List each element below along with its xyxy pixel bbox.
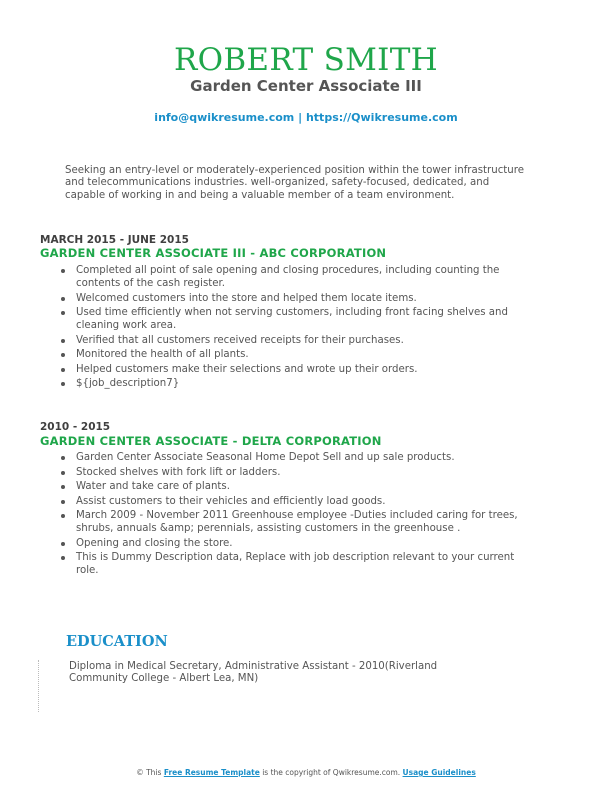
bullet-icon [61, 500, 65, 504]
list-item: Helped customers make their selections and wrote up their orders. [58, 363, 528, 376]
copyright-footer [0, 768, 612, 777]
contact-separator: | [294, 111, 306, 124]
job-2-bullets [58, 451, 528, 579]
contact-line [0, 111, 612, 124]
bullet-icon [61, 353, 65, 357]
free-resume-template-link[interactable]: Free Resume Template [163, 768, 260, 777]
candidate-name: ROBERT SMITH [173, 42, 439, 78]
email-link[interactable]: info@qwikresume.com [154, 111, 295, 124]
list-item: Opening and closing the store. [58, 537, 528, 550]
list-item: Water and take care of plants. [58, 480, 528, 493]
candidate-title: Garden Center Associate III [190, 77, 422, 95]
usage-guidelines-link[interactable]: Usage Guidelines [402, 768, 476, 777]
bullet-icon [61, 368, 65, 372]
bullet-icon [61, 382, 65, 386]
list-item: Stocked shelves with fork lift or ladders. [58, 466, 528, 479]
bullet-icon [61, 514, 65, 518]
bullet-icon [61, 297, 65, 301]
job-1-dates: MARCH 2015 - JUNE 2015 [40, 234, 189, 246]
job-1-bullets [58, 264, 528, 392]
list-item: Verified that all customers received receipts for their purchases. [58, 334, 528, 347]
education-entry: Diploma in Medical Secretary, Administrative Assistant - 2010(Riverland Community College - Albert Lea, MN) [69, 661, 438, 685]
education-heading: EDUCATION [66, 633, 168, 650]
bullet-icon [61, 339, 65, 343]
bullet-icon [61, 556, 65, 560]
footer-middle: is the copyright of Qwikresume.com. [259, 768, 403, 777]
list-item: This is Dummy Description data, Replace with job description relevant to your current role. [58, 551, 528, 577]
bullet-icon [61, 471, 65, 475]
list-item: Garden Center Associate Seasonal Home Depot Sell and up sale products. [58, 451, 528, 464]
list-item: Monitored the health of all plants. [58, 348, 528, 361]
footer-prefix: © This [136, 768, 164, 777]
bullet-icon [61, 542, 65, 546]
list-item: Used time efficiently when not serving customers, including front facing shelves and cleaning work area. [58, 306, 528, 332]
list-item: March 2009 - November 2011 Greenhouse employee -Duties included caring for trees, shrubs, annuals &amp; perennials, assisting customers in the greenhouse . [58, 509, 528, 535]
job-2-title: GARDEN CENTER ASSOCIATE - DELTA CORPORATION [40, 434, 382, 448]
job-2-dates: 2010 - 2015 [40, 421, 111, 433]
education-divider [38, 660, 39, 712]
job-1-title: GARDEN CENTER ASSOCIATE III - ABC CORPORATION [40, 246, 387, 260]
bullet-icon [61, 485, 65, 489]
website-link[interactable]: https://Qwikresume.com [305, 111, 458, 124]
bullet-icon [61, 311, 65, 315]
list-item: ${job_description7} [58, 377, 528, 390]
list-item: Assist customers to their vehicles and efficiently load goods. [58, 495, 528, 508]
bullet-icon [61, 456, 65, 460]
list-item: Completed all point of sale opening and closing procedures, including counting the contents of the cash register. [58, 264, 528, 290]
list-item: Welcomed customers into the store and helped them locate items. [58, 292, 528, 305]
bullet-icon [61, 269, 65, 273]
summary-paragraph: Seeking an entry-level or moderately-experienced position within the tower infrastructure and telecommunications industries. well-organized, safety-focused, dedicated, and capable of working in and being a valuable member of a team environment. [65, 165, 524, 201]
